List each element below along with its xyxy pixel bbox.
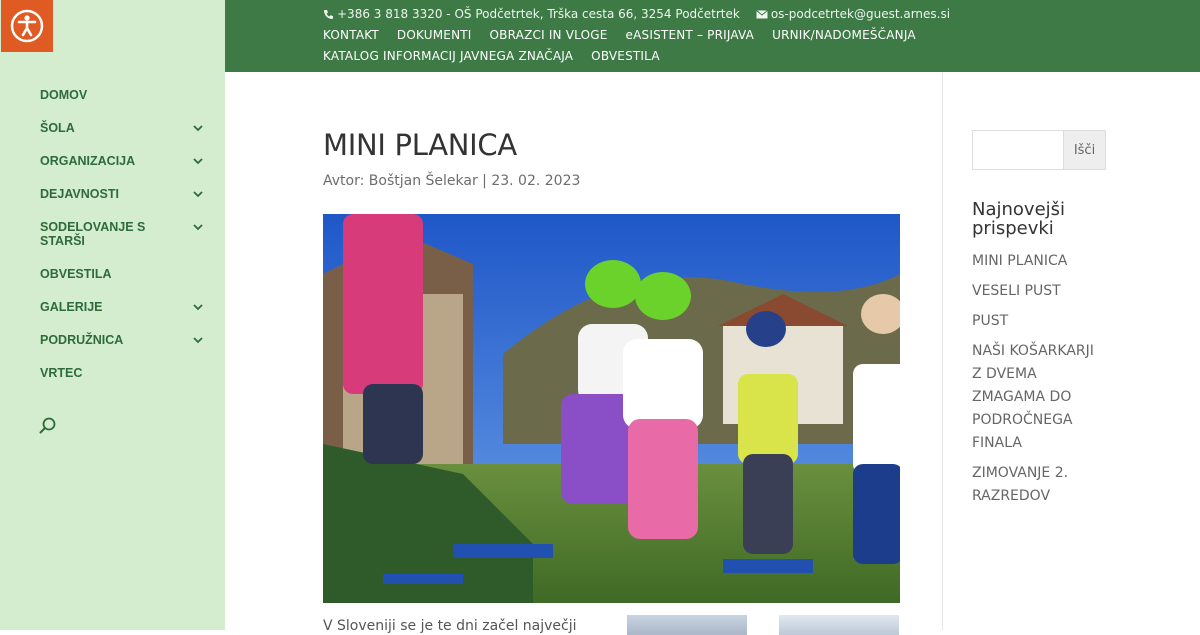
top-menu-urnik[interactable]: URNIK/NADOMEŠČANJA (772, 28, 916, 42)
widget-search-form (972, 130, 1106, 170)
contact-info (323, 7, 950, 21)
nav-item-podruznica[interactable] (40, 333, 205, 347)
chevron-down-icon[interactable] (191, 121, 205, 135)
gallery-thumbnail[interactable] (779, 615, 899, 635)
top-menu-obvestila[interactable]: OBVESTILA (591, 49, 660, 63)
top-menu-row-2 (323, 49, 660, 63)
nav-item-vrtec[interactable] (40, 366, 205, 380)
email-contact[interactable] (756, 7, 950, 21)
recent-post-link[interactable]: NAŠI KOŠARKARJI Z DVEMA ZMAGAMA DO PODROČNEGA FINALA (972, 343, 1094, 451)
top-menu-obrazci[interactable]: OBRAZCI IN VLOGE (489, 28, 608, 42)
article-title: MINI PLANICA (323, 128, 517, 162)
search-input[interactable] (973, 131, 1063, 169)
nav-item-label: GALERIJE (40, 300, 103, 314)
nav-item-galerije[interactable] (40, 300, 205, 314)
phone-contact[interactable] (323, 7, 740, 21)
nav-item-label: OBVESTILA (40, 267, 112, 281)
article-hero-image (323, 214, 900, 603)
nav-item-label: PODRUŽNICA (40, 333, 124, 347)
nav-item-sodelovanje[interactable] (40, 220, 205, 248)
phone-text: +386 3 818 3320 - OŠ Podčetrtek, Trška cesta 66, 3254 Podčetrtek (337, 7, 740, 21)
article-excerpt: V Sloveniji se je te dni začel največji (323, 618, 577, 634)
nav-item-domov[interactable] (40, 88, 205, 102)
email-text: os-podcetrtek@guest.arnes.si (770, 7, 951, 21)
recent-posts-title: Najnovejši prispevki (972, 199, 1066, 239)
nav-item-label: SODELOVANJE S STARŠI (40, 220, 146, 248)
sidebar (0, 0, 225, 630)
recent-post-link[interactable]: PUST (972, 313, 1009, 329)
top-menu-dokumenti[interactable]: DOKUMENTI (396, 28, 472, 42)
nav-item-dejavnosti[interactable] (40, 187, 205, 201)
chevron-down-icon[interactable] (191, 187, 205, 201)
top-menu-kontakt[interactable]: KONTAKT (323, 28, 379, 42)
top-menu-katalog[interactable]: KATALOG INFORMACIJ JAVNEGA ZNAČAJA (323, 49, 574, 63)
phone-icon (323, 9, 334, 20)
recent-post-link[interactable]: MINI PLANICA (972, 253, 1068, 269)
chevron-down-icon[interactable] (191, 333, 205, 347)
nav-item-obvestila[interactable] (40, 267, 205, 281)
nav-item-label: DOMOV (40, 88, 88, 102)
nav-item-label: ŠOLA (40, 121, 75, 135)
chevron-down-icon[interactable] (191, 154, 205, 168)
top-menu-row-1 (323, 28, 916, 42)
recent-post-link[interactable]: VESELI PUST (972, 283, 1061, 299)
chevron-down-icon[interactable] (191, 300, 205, 314)
sidebar-widgets (972, 130, 1106, 515)
top-menu-easistent[interactable]: eASISTENT – PRIJAVA (625, 28, 755, 42)
accessibility-icon (10, 9, 44, 43)
recent-post-link[interactable]: ZIMOVANJE 2. RAZREDOV (972, 465, 1069, 504)
accessibility-button[interactable] (1, 0, 53, 52)
nav-item-label: DEJAVNOSTI (40, 187, 119, 201)
sidebar-search-button[interactable] (38, 416, 58, 441)
nav-item-organizacija[interactable] (40, 154, 205, 168)
search-icon (38, 416, 58, 436)
nav-item-label: VRTEC (40, 366, 83, 380)
search-button[interactable]: Išči (1063, 131, 1105, 169)
nav-item-label: ORGANIZACIJA (40, 154, 136, 168)
nav-item-sola[interactable] (40, 121, 205, 135)
chevron-down-icon[interactable] (191, 220, 205, 234)
email-icon (756, 10, 768, 19)
recent-posts-list (972, 250, 1106, 508)
gallery-thumbnail[interactable] (627, 615, 747, 635)
top-header (225, 0, 1200, 72)
article-meta: Avtor: Boštjan Šelekar | 23. 02. 2023 (323, 173, 581, 189)
content-divider (942, 72, 943, 630)
